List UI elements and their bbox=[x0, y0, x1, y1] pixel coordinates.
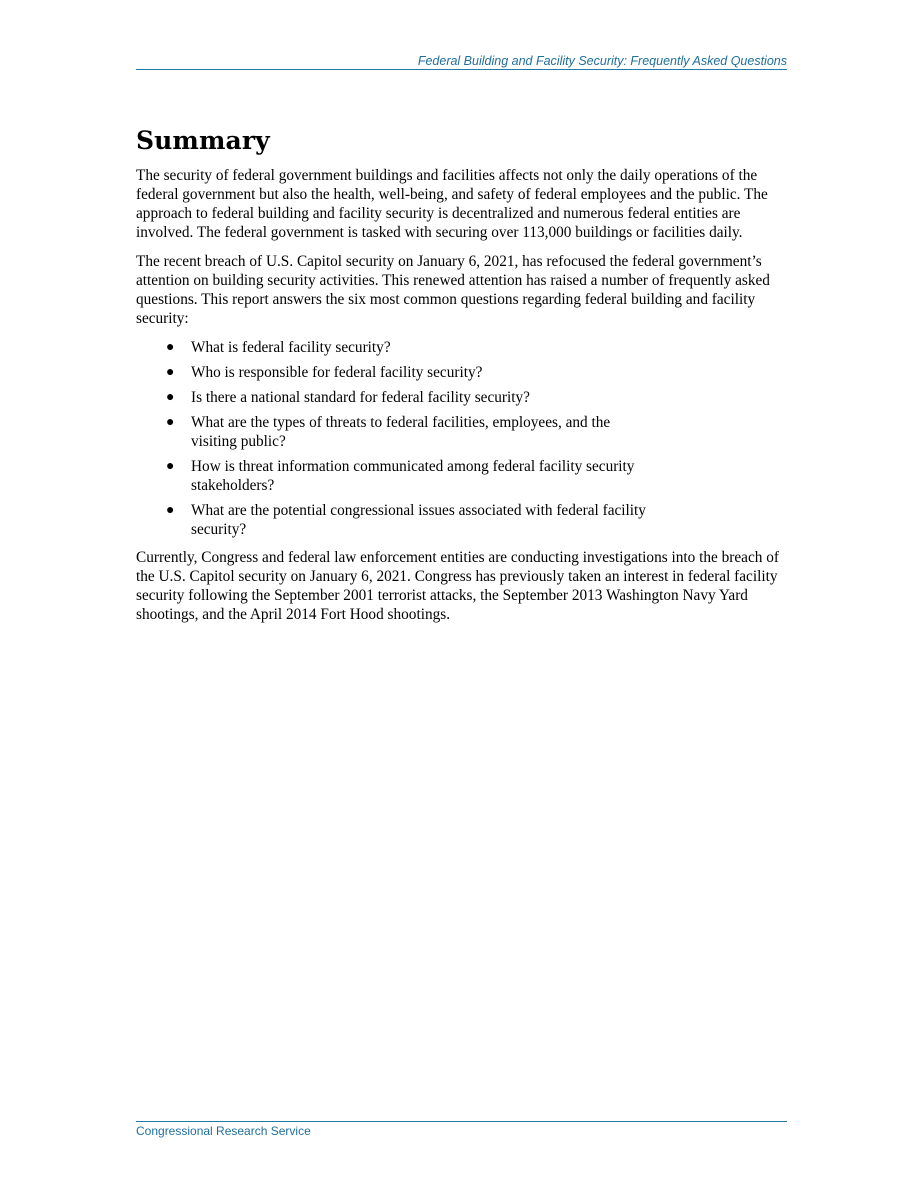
question-text: What is federal facility security? bbox=[191, 339, 391, 356]
question-item bbox=[136, 413, 647, 451]
question-item bbox=[136, 363, 647, 382]
running-header: Federal Building and Facility Security: Frequently Asked Questions bbox=[136, 54, 787, 70]
question-text: What are the potential congressional issues associated with federal facility security? bbox=[191, 502, 646, 538]
bullet-icon: ● bbox=[166, 365, 175, 380]
question-item bbox=[136, 338, 647, 357]
summary-paragraph-3: Currently, Congress and federal law enforcement entities are conducting investigations into the breach of the U.S. Capitol security on January 6, 2021. Congress has previously taken an interest in federal facility security following the September 2001 terrorist attacks, the September 2013 Washington Navy Yard shootings, and the April 2014 Fort Hood shootings. bbox=[136, 549, 779, 623]
question-item bbox=[136, 501, 647, 539]
summary-section bbox=[136, 124, 788, 634]
bullet-icon: ● bbox=[166, 415, 175, 430]
question-item bbox=[136, 388, 647, 407]
bullet-icon: ● bbox=[166, 340, 175, 355]
bullet-icon: ● bbox=[166, 459, 175, 474]
question-text: Is there a national standard for federal facility security? bbox=[191, 389, 530, 406]
question-text: Who is responsible for federal facility security? bbox=[191, 364, 483, 381]
running-footer: Congressional Research Service bbox=[136, 1121, 787, 1138]
summary-heading: Summary bbox=[136, 126, 270, 155]
bullet-icon: ● bbox=[166, 390, 175, 405]
question-item bbox=[136, 457, 647, 495]
summary-paragraph-1: The security of federal government buildings and facilities affects not only the daily operations of the federal government but also the health, well-being, and safety of federal employees and the public. The approach to federal building and facility security is decentralized and numerous federal entities are involved. The federal government is tasked with securing over 113,000 buildings or facilities daily. bbox=[136, 167, 768, 241]
bullet-icon: ● bbox=[166, 503, 175, 518]
question-text: What are the types of threats to federal facilities, employees, and the visiting public? bbox=[191, 414, 611, 450]
question-text: How is threat information communicated among federal facility security stakeholders? bbox=[191, 458, 635, 494]
questions-list bbox=[136, 338, 788, 539]
summary-paragraph-2: The recent breach of U.S. Capitol security on January 6, 2021, has refocused the federal government’s attention on building security activities. This renewed attention has raised a number of frequently asked questions. This report answers the six most common questions regarding federal building and facility security: bbox=[136, 253, 770, 327]
